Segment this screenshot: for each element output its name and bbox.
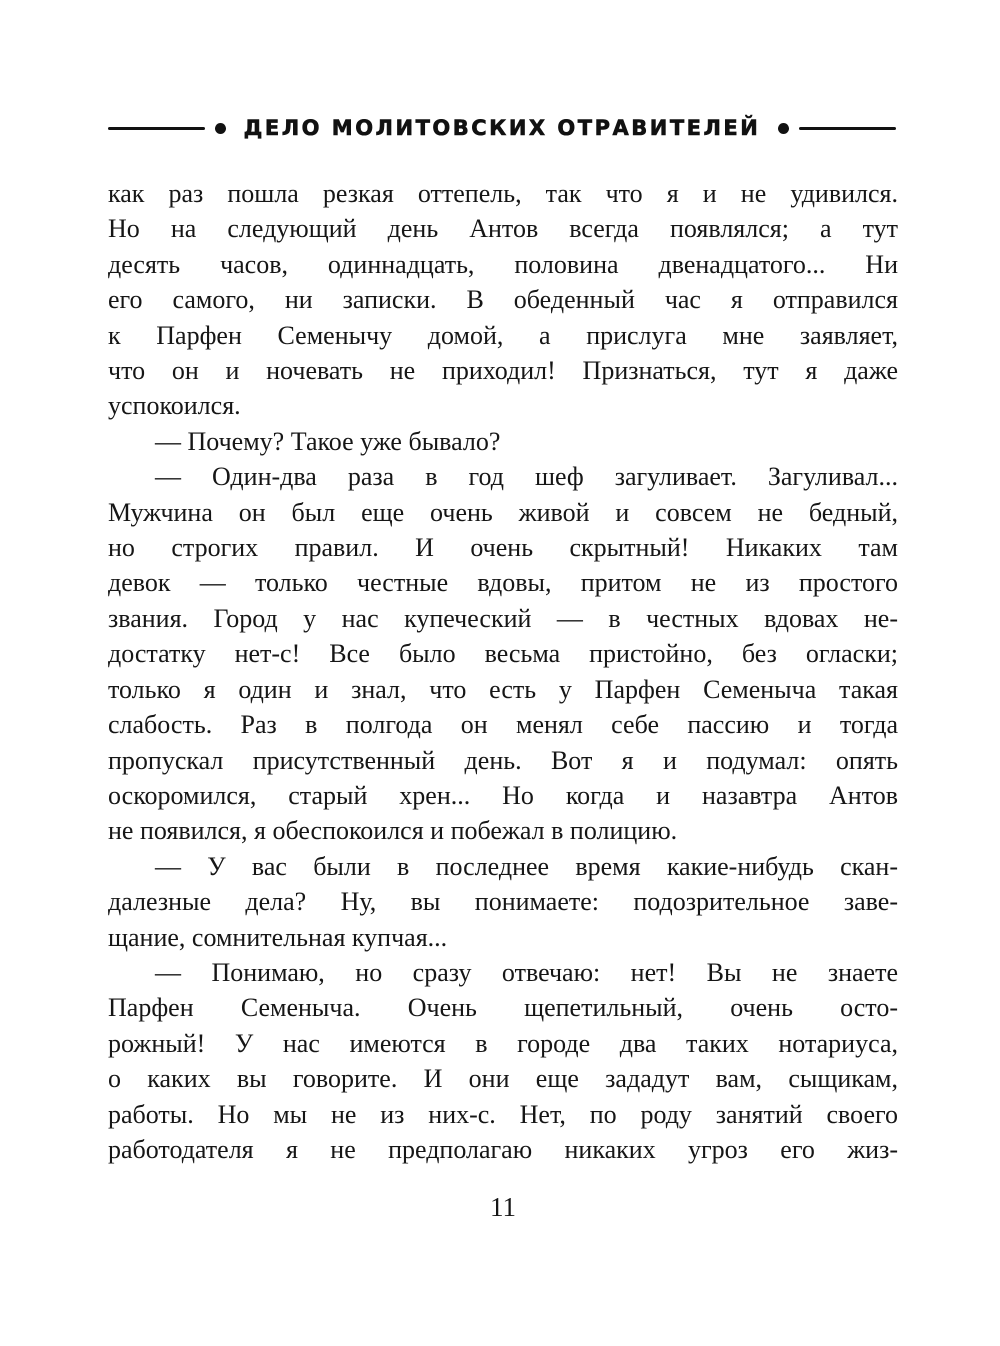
text-line: о каких вы говорите. И они еще зададут вам, сыщикам, [108,1064,898,1094]
text-line: — У вас были в последнее время какие-нибудь скан- [155,851,898,881]
text-line: рожный! У нас имеются в городе два таких нотариуса, [108,1028,898,1058]
body-text [108,176,898,1167]
text-line: достатку нет-с! Все было весьма пристойно, без огласки; [108,639,898,669]
text-line: успокоился. [108,391,241,421]
text-line: Но на следующий день Антов всегда появлялся; а тут [108,214,898,244]
text-line: не появился, я обеспокоился и побежал в полицию. [108,816,678,846]
chapter-title: ДЕЛО МОЛИТОВСКИХ ОТРАВИТЕЛЕЙ [243,116,761,140]
text-line: слабость. Раз в полгода он менял себе пассию и тогда [108,710,898,740]
text-line: звания. Город у нас купеческий — в честных вдовах не- [108,603,898,633]
text-line: только я один и знал, что есть у Парфен Семеныча такая [108,674,898,704]
page-footer [108,1192,898,1223]
text-line: щание, сомнительная купчая... [108,922,448,952]
paragraph [108,176,898,424]
header-ornament-right-icon [778,123,789,134]
text-line: работы. Но мы не из них-с. Нет, по роду занятий своего [108,1099,898,1129]
text-line: десять часов, одиннадцать, половина двенадцатого... Ни [108,249,898,279]
text-line: девок — только честные вдовы, притом не из простого [108,568,898,598]
text-line: пропускал присутственный день. Вот я и подумал: опять [108,745,898,775]
text-line: его самого, ни записки. В обеденный час я отправился [108,285,898,315]
text-line: работодателя я не предполагаю никаких угроз его жиз- [108,1134,898,1164]
text-line: — Почему? Такое уже бывало? [155,426,501,456]
page-number: 11 [490,1192,516,1222]
text-line: к Парфен Семенычу домой, а прислуга мне заявляет, [108,320,898,350]
text-line: — Понимаю, но сразу отвечаю: нет! Вы не знаете [155,957,898,987]
text-line: но строгих правил. И очень скрытный! Никаких там [108,533,898,563]
header-ornament-left-icon [215,123,226,134]
paragraph [108,459,898,848]
text-line: Мужчина он был еще очень живой и совсем не бедный, [108,497,898,527]
header-rule-right [799,127,896,130]
paragraph [108,424,898,459]
running-header [108,116,896,140]
text-line: Парфен Семеныча. Очень щепетильный, очень осто- [108,993,898,1023]
paragraph [108,955,898,1167]
header-rule-left [108,127,205,130]
text-line: — Один-два раза в год шеф загуливает. Загуливал... [155,462,898,492]
paragraph [108,849,898,955]
text-line: далезные дела? Ну, вы понимаете: подозрительное заве- [108,887,898,917]
text-line: как раз пошла резкая оттепель, так что я и не удивился. [108,179,898,208]
text-line: оскоромился, старый хрен... Но когда и назавтра Антов [108,780,898,810]
text-line: что он и ночевать не приходил! Признаться, тут я даже [108,356,898,386]
